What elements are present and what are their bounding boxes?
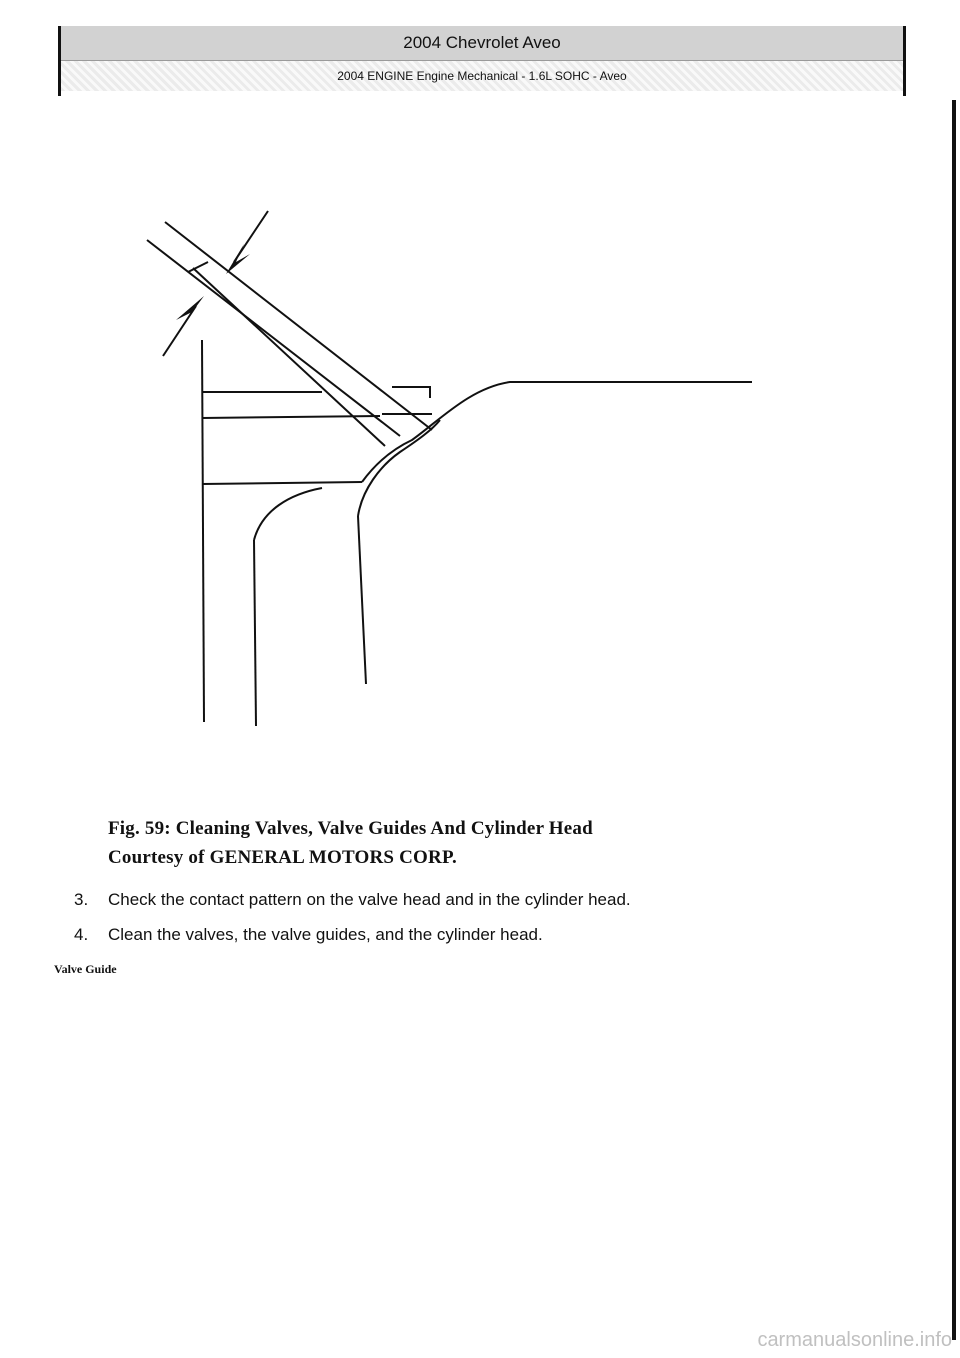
procedure-step — [74, 882, 631, 917]
procedure-step — [74, 917, 631, 952]
dimension-arrowhead-lower — [176, 296, 204, 326]
procedure-steps — [74, 882, 631, 952]
valve-stem-left-line — [202, 340, 204, 722]
step-number: 3. — [74, 890, 89, 909]
valve-face-inner-line — [193, 268, 385, 446]
figure-caption — [108, 814, 593, 872]
valve-head-bottom-line — [202, 482, 362, 484]
section-heading: Valve Guide — [54, 962, 117, 976]
valve-neck-curve — [254, 488, 322, 540]
step-text: Check the contact pattern on the valve head and in the cylinder head. — [108, 890, 631, 909]
figure-caption-title: Fig. 59: Cleaning Valves, Valve Guides And Cylinder Head — [108, 818, 593, 839]
valve-stem-right-line — [254, 540, 256, 726]
site-watermark: carmanualsonline.info — [757, 1329, 952, 1351]
guide-line — [358, 516, 366, 684]
valve-face-middle-line — [147, 240, 400, 436]
head-port-curve — [362, 382, 752, 482]
step-number: 4. — [74, 925, 89, 944]
dimension-arrowhead-upper — [226, 244, 250, 274]
step-text: Clean the valves, the valve guides, and the cylinder head. — [108, 925, 543, 944]
document-subtitle: 2004 ENGINE Engine Mechanical - 1.6L SOHC - Aveo — [61, 61, 903, 91]
valve-head-top-step — [392, 387, 430, 398]
document-title: 2004 Chevrolet Aveo — [61, 26, 903, 61]
seat-width-tick — [188, 262, 208, 272]
figure-caption-credit: Courtesy of GENERAL MOTORS CORP. — [108, 847, 457, 868]
valve-face-outer-line — [165, 222, 432, 430]
